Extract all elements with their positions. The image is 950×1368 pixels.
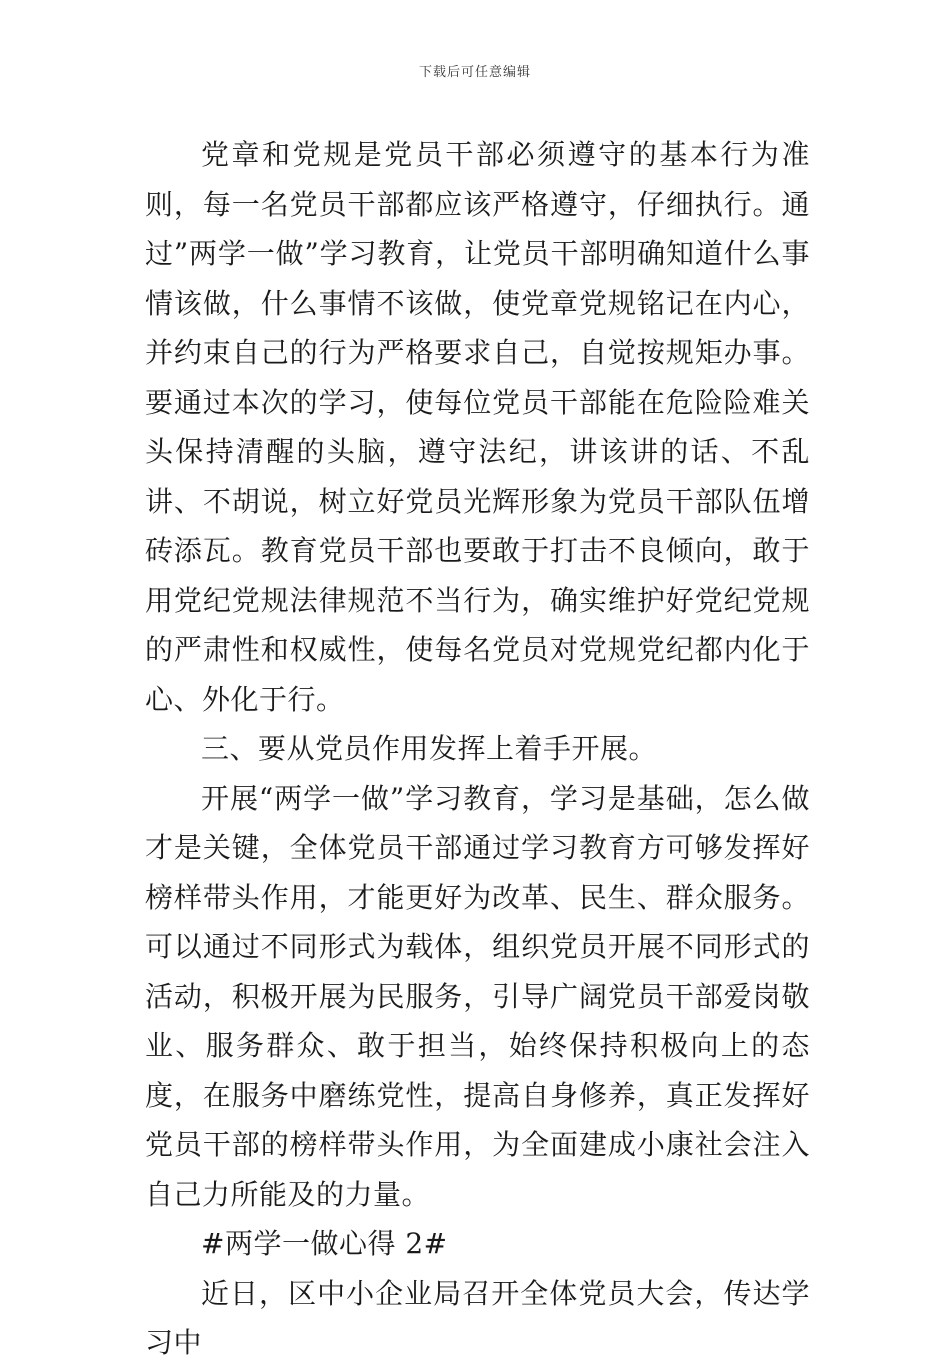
- paragraph-meeting: 近日，区中小企业局召开全体党员大会，传达学习中: [145, 1276, 810, 1359]
- paragraph-party-rules: 党章和党规是党员干部必须遵守的基本行为准则，每一名党员干部都应该严格遵守，仔细执行。通过”两学一做”学习教育，让党员干部明确知道什么事情该做，什么事情不该做，使党章党规铭记在内心，并约束自己的行为严格要求自己，自觉按规矩办事。要通过本次的学习，使每位党员干部能在危险险难关头保持清醒的头脑，遵守法纪，讲该讲的话、不乱讲、不胡说，树立好党员光辉形象为党员干部队伍增砖添瓦。教育党员干部也要敢于打击不良倾向，敢于用党纪党规法律规范不当行为，确实维护好党纪党规的严肃性和权威性，使每名党员对党规党纪都内化于心、外化于行。: [145, 138, 810, 716]
- section-marker-2: #两学一做心得 2#: [201, 1227, 448, 1260]
- section-heading-three: 三、要从党员作用发挥上着手开展。: [201, 732, 658, 765]
- page-header: 下载后可任意编辑: [418, 65, 531, 80]
- document-body: [145, 130, 810, 1368]
- paragraph-role-models: 开展“两学一做”学习教育，学习是基础，怎么做才是关键，全体党员干部通过学习教育方可够发挥好榜样带头作用，才能更好为改革、民生、群众服务。可以通过不同形式为载体，组织党员开展不同形式的活动，积极开展为民服务，引导广阔党员干部爱岗敬业、服务群众、敢于担当，始终保持积极向上的态度，在服务中磨练党性，提高自身修养，真正发挥好党员干部的榜样带头作用，为全面建成小康社会注入自己力所能及的力量。: [145, 781, 810, 1211]
